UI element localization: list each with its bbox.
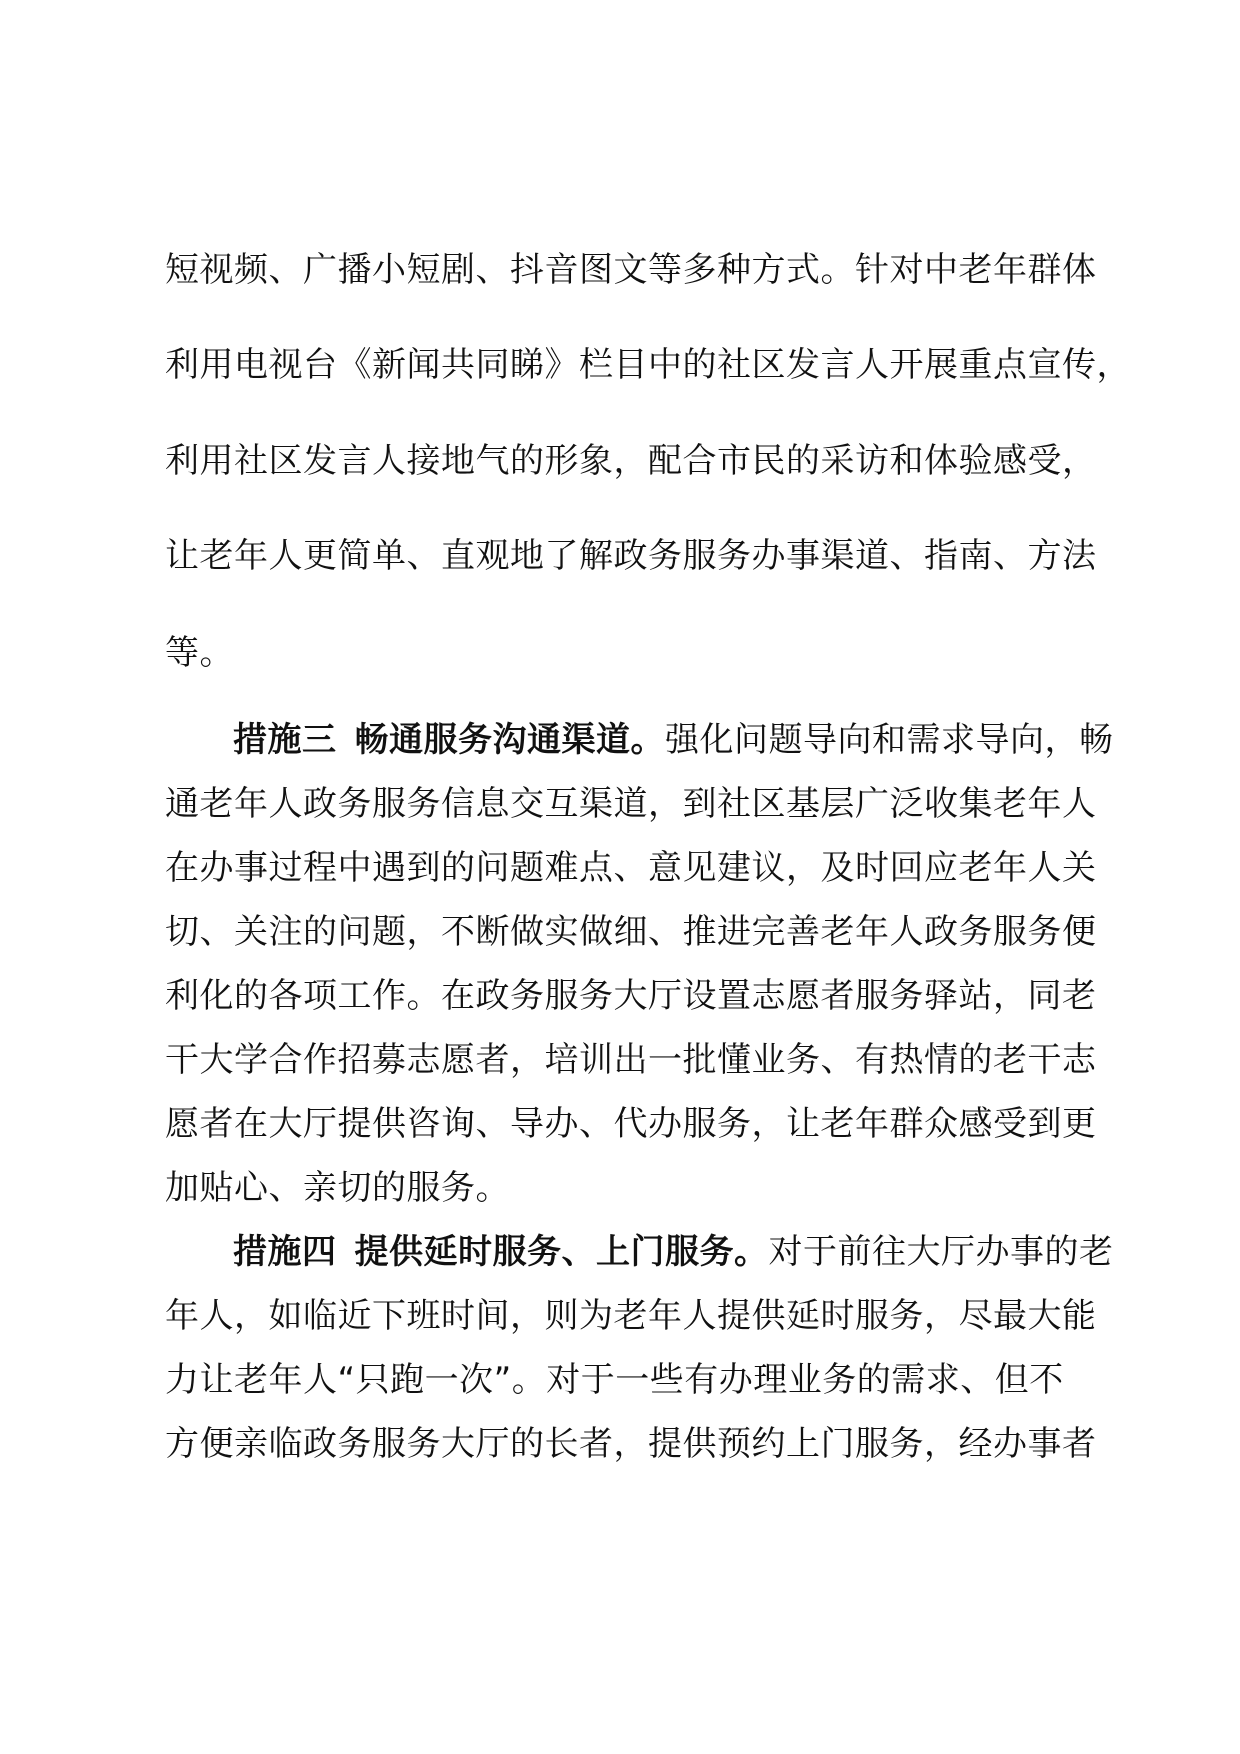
measure4-first-line-text: 对于前往大厅办事的老: [768, 1232, 1114, 1272]
paragraph1-line-2: 利用电视台《新闻共同睇》栏目中的社区发言人开展重点宣传，: [165, 345, 1131, 385]
measure4-line-2: 年人，如临近下班时间，则为老年人提供延时服务，尽最大能: [165, 1296, 1097, 1336]
measure3-first-line-text: 强化问题导向和需求导向，畅: [665, 720, 1114, 760]
paragraph1-line-3: 利用社区发言人接地气的形象，配合市民的采访和体验感受，: [165, 441, 1097, 481]
measure3-label: 措施三: [233, 720, 337, 760]
paragraph1-line-4: 让老年人更简单、直观地了解政务服务办事渠道、指南、方法: [165, 536, 1097, 576]
measure3-line-8: 加贴心、亲切的服务。: [165, 1168, 510, 1208]
measure4-label: 措施四: [233, 1232, 337, 1272]
measure3-title: 畅通服务沟通渠道。: [354, 720, 665, 760]
measure3-line-5: 利化的各项工作。在政务服务大厅设置志愿者服务驿站，同老: [165, 976, 1097, 1016]
measure3-line-6: 干大学合作招募志愿者，培训出一批懂业务、有热情的老干志: [165, 1040, 1097, 1080]
measure3-line-2: 通老年人政务服务信息交互渠道，到社区基层广泛收集老年人: [165, 784, 1097, 824]
paragraph1-line-1: 短视频、广播小短剧、抖音图文等多种方式。针对中老年群体: [165, 250, 1097, 290]
measure3-first-line: [233, 718, 1153, 762]
measure4-line-4: 方便亲临政务服务大厅的长者，提供预约上门服务，经办事者: [165, 1424, 1097, 1464]
paragraph1-line-5: 等。: [165, 633, 234, 673]
measure4-title: 提供延时服务、上门服务。: [354, 1232, 769, 1272]
measure4-line-3: 力让老年人“只跑一次”。对于一些有办理业务的需求、但不: [165, 1360, 1064, 1400]
measure3-line-3: 在办事过程中遇到的问题难点、意见建议，及时回应老年人关: [165, 848, 1097, 888]
measure3-line-7: 愿者在大厅提供咨询、导办、代办服务，让老年群众感受到更: [165, 1104, 1097, 1144]
measure4-first-line: [233, 1230, 1153, 1274]
measure3-line-4: 切、关注的问题，不断做实做细、推进完善老年人政务服务便: [165, 912, 1097, 952]
